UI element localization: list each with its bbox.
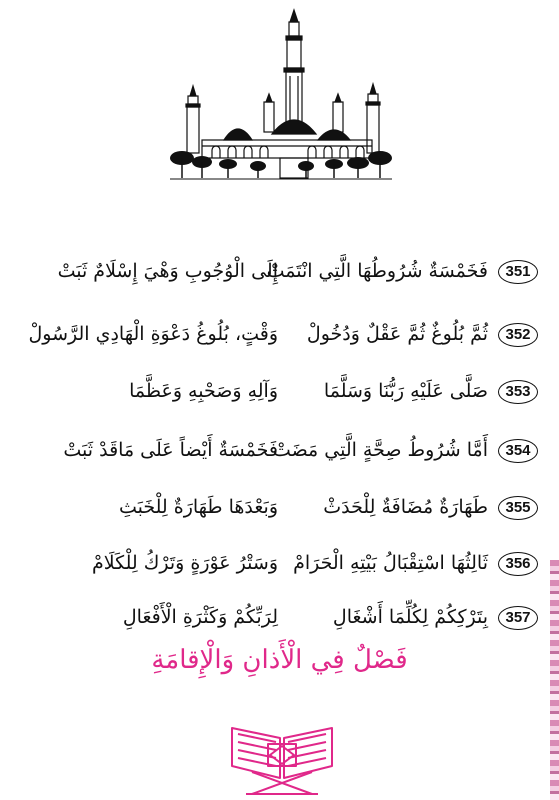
verse-row bbox=[30, 258, 550, 288]
verse-number: 352 bbox=[498, 323, 538, 347]
verse-first-hemistich: أَمَّا شُرُوطُ صِحَّةٍ الَّتِي مَضَتْ bbox=[272, 439, 488, 461]
verse-first-hemistich: فَخَمْسَةٌ شُرُوطُهَا الَّتِي انْتَمَتْ bbox=[266, 260, 488, 282]
quran-on-stand-icon bbox=[222, 708, 342, 798]
verse-number: 355 bbox=[498, 496, 538, 520]
verse-first-hemistich: صَلَّى عَلَيْهِ رَبُّنَا وَسَلَّمَا bbox=[323, 380, 488, 402]
verse-first-hemistich: ثَالِثُهَا اسْتِقْبَالُ بَيْتِهِ الْحَرَامْ bbox=[293, 552, 488, 574]
verse-second-hemistich: لِرَبِّكُمْ وَكَثْرَةِ الْأَفْعَالِ bbox=[122, 606, 278, 628]
verse-second-hemistich: وَسَتْرُ عَوْرَةٍ وَتَرْكُ لِلْكَلَامْ bbox=[92, 552, 278, 574]
verse-row bbox=[30, 321, 550, 351]
verse-number: 353 bbox=[498, 380, 538, 404]
verse-second-hemistich: وَآلِهِ وَصَحْبِهِ وَعَظَّمَا bbox=[129, 380, 278, 402]
verse-row bbox=[30, 550, 550, 580]
page-edge bbox=[550, 560, 559, 800]
verse-row bbox=[30, 437, 550, 467]
verse-second-hemistich: وَقْتٍ، بُلُوغُ دَعْوَةِ الْهَادِي الرَّسُولْ bbox=[28, 323, 278, 345]
verse-second-hemistich: وَبَعْدَهَا طَهَارَةٌ لِلْخَبَثِ bbox=[118, 496, 278, 518]
verse-first-hemistich: بِتَرْكِكُمْ لِكُلِّمَا أَشْغَالِ bbox=[332, 606, 488, 628]
verse-number: 356 bbox=[498, 552, 538, 576]
verse-number: 354 bbox=[498, 439, 538, 463]
verse-number: 351 bbox=[498, 260, 538, 284]
verse-row bbox=[30, 494, 550, 524]
verse-second-hemistich: فَخَمْسَةٌ أَيْضاً عَلَى مَاقَدْ ثَبَتْ bbox=[63, 439, 278, 461]
mosque-illustration bbox=[168, 6, 394, 190]
verse-first-hemistich: ثُمَّ بُلُوغٌ ثُمَّ عَقْلٌ وَدُخُولْ bbox=[306, 323, 488, 345]
chapter-heading: فَصْلٌ فِي الْأَذانِ وَالْإِقامَةِ bbox=[151, 645, 408, 675]
verse-row bbox=[30, 378, 550, 408]
verse-row bbox=[30, 604, 550, 634]
verse-number: 357 bbox=[498, 606, 538, 630]
verse-first-hemistich: طَهَارَةٌ مُضَافَةٌ لِلْحَدَثْ bbox=[323, 496, 488, 518]
verse-second-hemistich: إِلَى الْوُجُوبِ وَهْيَ إِسْلَامٌ ثَبَتْ bbox=[57, 260, 278, 282]
